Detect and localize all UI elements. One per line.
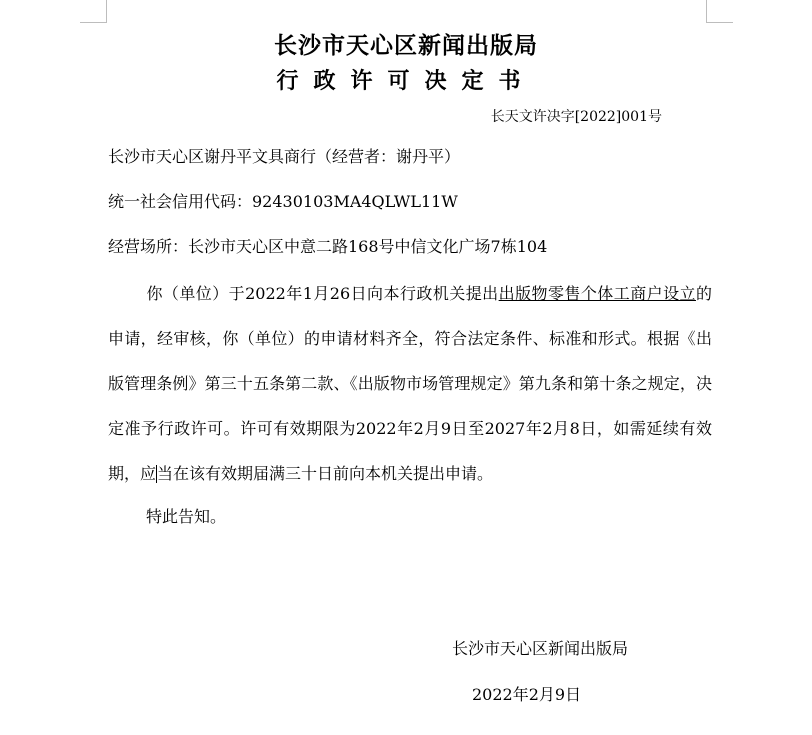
body-text: 的申请，经审核，你（单位）的申请材料齐全，符合法定条件、标准和形式。根据《出版管理条例》第三十五条第二款、《出版物市场管理规定》第九条和第十条之规定，决定准予行政许可。许可有效期限为2022年2月9日至2027年2月8日，如需延续有效期，应 — [108, 284, 712, 483]
document-title: 长沙市天心区新闻出版局 — [274, 32, 538, 59]
document-number: 长天文许决字[2022]001号 — [490, 109, 662, 125]
credit-code-line: 统一社会信用代码：92430103MA4QLWL11W — [108, 192, 458, 211]
body-text: 当在该有效期届满三十日前向本机关提出申请。 — [157, 464, 494, 483]
body-text: 你（单位）于2022年1月26日向本行政机关提出 — [146, 284, 499, 303]
recipient-line: 长沙市天心区谢丹平文具商行（经营者：谢丹平） — [108, 147, 461, 166]
signature-line: 长沙市天心区新闻出版局 — [452, 639, 629, 658]
page-corner-mark — [706, 0, 733, 23]
license-item-underlined: 出版物零售个体工商户设立 — [498, 284, 696, 303]
date-line: 2022年2月9日 — [472, 685, 582, 704]
notice-line: 特此告知。 — [146, 507, 227, 526]
page-corner-mark — [80, 0, 107, 23]
decision-paragraph[interactable] — [108, 271, 712, 496]
document-subtitle: 行政许可决定书 — [276, 68, 536, 94]
address-line: 经营场所：长沙市天心区中意二路168号中信文化广场7栋104 — [108, 237, 548, 256]
